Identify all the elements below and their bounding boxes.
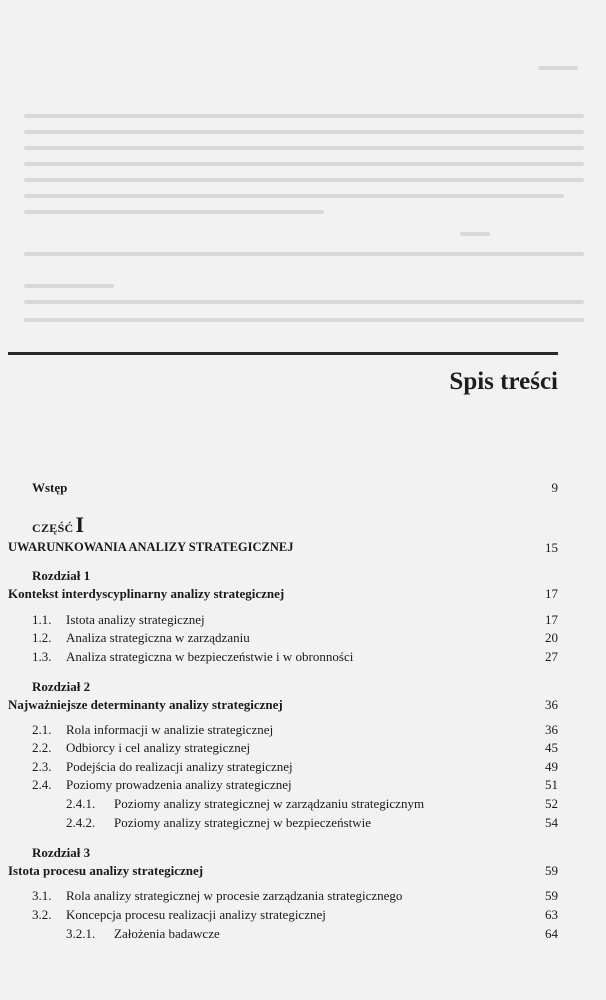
chapter-page: 36: [545, 697, 558, 712]
section-number: 3.1.: [32, 888, 52, 903]
section-number: 2.4.: [32, 777, 52, 792]
section-title: Istota analizy strategicznej: [66, 612, 205, 627]
section-page: 27: [545, 649, 558, 664]
subsection-number: 3.2.1.: [66, 926, 96, 941]
toc-entry-chapter-3[interactable]: [0, 863, 606, 883]
bleed-through-text: [0, 0, 606, 340]
section-title: Podejścia do realizacji analizy strategicznej: [66, 759, 293, 774]
section-number: 1.1.: [32, 612, 52, 627]
section-title: Rola analizy strategicznej w procesie zarządzania strategicznego: [66, 888, 403, 903]
section-page: 45: [545, 740, 558, 755]
toc-entry-section[interactable]: [0, 740, 606, 760]
section-number: 2.1.: [32, 722, 52, 737]
section-page: 51: [545, 777, 558, 792]
toc-entry-section[interactable]: [0, 759, 606, 779]
section-page: 20: [545, 630, 558, 645]
section-title: Odbiorcy i cel analizy strategicznej: [66, 740, 251, 755]
chapter-label: Rozdział 1: [32, 568, 91, 583]
chapter-label: Rozdział 2: [32, 679, 91, 694]
toc-entry-section[interactable]: [0, 888, 606, 908]
subsection-number: 2.4.1.: [66, 796, 96, 811]
part-numeral: I: [75, 512, 85, 537]
subsection-page: 64: [545, 926, 558, 941]
section-number: 2.2.: [32, 740, 52, 755]
section-number: 1.3.: [32, 649, 52, 664]
intro-page: 9: [551, 480, 558, 495]
toc-entry-intro[interactable]: [0, 480, 606, 500]
subsection-page: 54: [545, 815, 558, 830]
section-title: Rola informacji w analizie strategicznej: [66, 722, 274, 737]
chapter-page: 59: [545, 863, 558, 878]
toc-entry-section[interactable]: [0, 630, 606, 650]
section-page: 49: [545, 759, 558, 774]
toc-entry-section[interactable]: [0, 722, 606, 742]
section-title: Koncepcja procesu realizacji analizy strategicznej: [66, 907, 326, 922]
toc-entry-subsection[interactable]: [0, 796, 606, 816]
toc-entry-chapter-2[interactable]: [0, 697, 606, 717]
chapter-label: Rozdział 3: [32, 845, 91, 860]
section-page: 36: [545, 722, 558, 737]
section-page: 59: [545, 888, 558, 903]
toc-entry-part-1[interactable]: [0, 540, 606, 560]
chapter-title: Najważniejsze determinanty analizy strategicznej: [8, 697, 283, 712]
page-title: Spis treści: [449, 368, 558, 395]
section-number: 3.2.: [32, 907, 52, 922]
chapter-title: Istota procesu analizy strategicznej: [8, 863, 204, 878]
section-title: Analiza strategiczna w bezpieczeństwie i w obronności: [66, 649, 354, 664]
section-page: 17: [545, 612, 558, 627]
subsection-title: Poziomy analizy strategicznej w zarządzaniu strategicznym: [114, 796, 425, 811]
section-title: Analiza strategiczna w zarządzaniu: [66, 630, 250, 645]
part-page: 15: [545, 540, 558, 555]
chapter-page: 17: [545, 586, 558, 601]
toc-entry-section[interactable]: [0, 777, 606, 797]
section-page: 63: [545, 907, 558, 922]
toc-entry-subsection[interactable]: [0, 815, 606, 835]
part-heading: [0, 510, 606, 536]
chapter-title: Kontekst interdyscyplinarny analizy strategicznej: [8, 586, 285, 601]
part-label: CZĘŚĆ: [32, 521, 74, 535]
subsection-title: Poziomy analizy strategicznej w bezpieczeństwie: [114, 815, 372, 830]
section-number: 1.2.: [32, 630, 52, 645]
subsection-page: 52: [545, 796, 558, 811]
toc-entry-subsection[interactable]: [0, 926, 606, 946]
toc-entry-section[interactable]: [0, 649, 606, 669]
subsection-number: 2.4.2.: [66, 815, 96, 830]
subsection-title: Założenia badawcze: [114, 926, 220, 941]
toc-entry-section[interactable]: [0, 612, 606, 632]
section-number: 2.3.: [32, 759, 52, 774]
toc-entry-section[interactable]: [0, 907, 606, 927]
toc-entry-chapter-1[interactable]: [0, 586, 606, 606]
intro-label: Wstęp: [32, 480, 68, 495]
header-rule: [8, 352, 558, 355]
section-title: Poziomy prowadzenia analizy strategicznej: [66, 777, 292, 792]
part-title: UWARUNKOWANIA ANALIZY STRATEGICZNEJ: [8, 540, 294, 554]
